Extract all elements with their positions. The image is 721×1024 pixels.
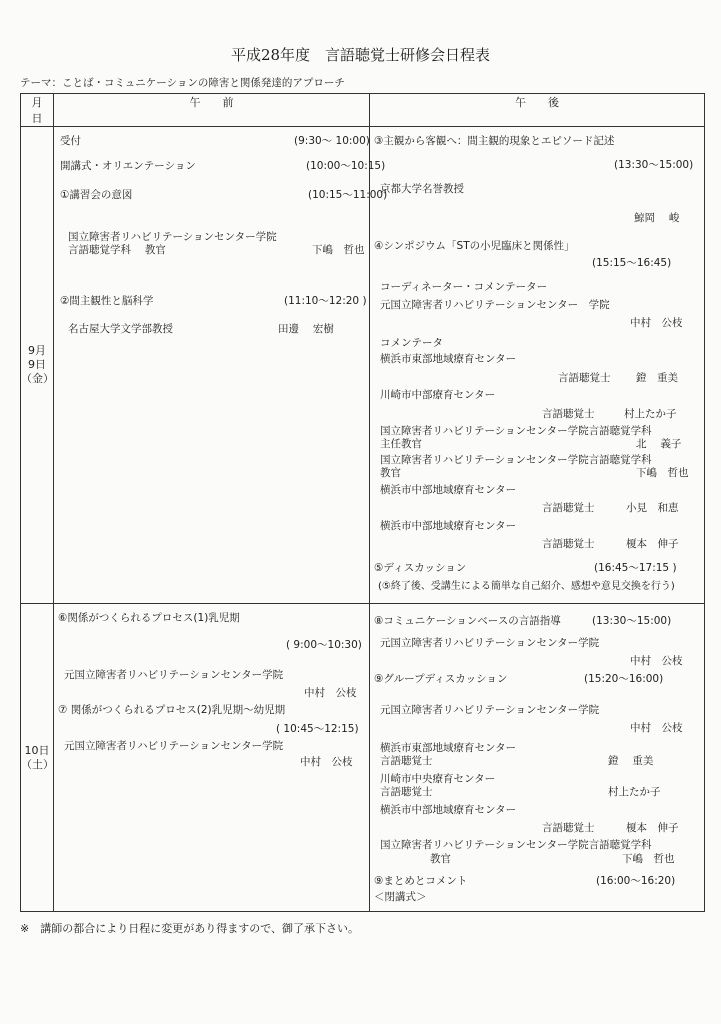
pm-affiliation: 元国立障害者リハビリテーションセンター学院 [380,637,600,649]
header-date: 月 日 [21,94,54,127]
am-affiliation: 国立障害者リハビリテーションセンター学院 [68,231,277,243]
am-session: ①講習会の意図 [60,189,133,201]
day1-row [21,127,705,604]
pm-affiliation: 横浜市中部地域療育センター [380,484,517,496]
date-weekday: （土） [21,757,54,771]
pm-title: 言語聴覚士 [542,822,595,834]
pm-title: 主任教官 [380,438,422,450]
pm-speaker: 鐙 重美 [636,372,678,384]
pm-speaker: 中村 公枝 [630,722,683,734]
pm-session: ⑨グループディスカッション [374,673,508,685]
am-speaker: 田邊 宏樹 [278,323,334,335]
pm-title: 教官 [380,467,401,479]
pm-speaker: 下嶋 哲也 [636,467,689,479]
page-title: 平成28年度 言語聴覚士研修会日程表 [230,46,491,64]
pm-affiliation: 横浜市中部地域療育センター [380,804,517,816]
day2-row [21,604,705,912]
am-item: 開講式・オリエンテーション [60,160,196,172]
pm-affiliation: 横浜市東部地域療育センター [380,742,517,754]
pm-time: (13:30～15:00) [592,615,672,627]
footnote: ※ 講師の都合により日程に変更があり得ますので、御了承下さい。 [20,922,359,935]
pm-speaker: 村上たか子 [624,408,677,420]
pm-affiliation: 横浜市東部地域療育センター [380,353,517,365]
pm-speaker: 中村 公枝 [630,317,683,329]
pm-session: ④シンポジウム「STの小児臨床と関係性」 [374,240,575,252]
pm-time: (13:30～15:00) [614,159,694,171]
date-day: 10日 [24,743,50,757]
pm-time: (15:15～16:45) [592,257,672,269]
pm-speaker: 鐙 重美 [608,755,654,767]
pm-speaker: 鯨岡 峻 [634,212,680,224]
pm-title: 言語聴覚士 [558,372,611,384]
am-time: ( 10:45～12:15) [276,723,359,735]
pm-affiliation: 京都大学名誉教授 [380,183,464,195]
pm-note: (⑤終了後、受講生による簡単な自己紹介、感想や意見交換を行う) [378,581,675,592]
day2-am [54,604,370,912]
pm-speaker: 村上たか子 [608,786,661,798]
am-time: (10:00～10:15) [306,160,386,172]
am-affiliation: 名古屋大学文学部教授 [68,323,173,335]
pm-session: ⑤ディスカッション [374,562,467,574]
pm-time: (16:45～17:15 ) [594,562,677,574]
am-affiliation: 言語聴覚学科 教官 [68,244,166,256]
pm-session: ⑨まとめとコメント [374,875,468,887]
pm-session: ③主観から客観へ：間主観的現象とエピソード記述 [374,135,615,147]
pm-affiliation: 元国立障害者リハビリテーションセンター 学院 [380,299,610,311]
pm-speaker: 北 義子 [636,438,682,450]
am-speaker: 中村 公枝 [304,687,357,699]
am-time: (10:15～11:00) [308,189,388,201]
pm-title: 教官 [430,853,451,865]
day1-pm [370,127,705,604]
theme-line: テーマ：ことば・コミュニケーションの障害と関係発達的アプローチ [20,77,345,89]
schedule-table [20,93,705,912]
pm-affiliation: 元国立障害者リハビリテーションセンター学院 [380,704,600,716]
day2-pm [370,604,705,912]
am-session: ⑦ 関係がつくられるプロセス(2)乳児期～幼児期 [58,704,286,716]
pm-session: ⑧コミュニケーションベースの言語指導 [374,615,561,627]
header-pm: 午 後 [370,94,705,127]
pm-title: 言語聴覚士 [380,786,433,798]
am-speaker: 下嶋 哲也 [312,244,365,256]
pm-time: (16:00～16:20) [596,875,676,887]
am-time: (11:10～12:20 ) [284,295,367,307]
pm-closing: ＜閉講式＞ [374,891,427,903]
pm-affiliation: 横浜市中部地域療育センター [380,520,517,532]
pm-title: 言語聴覚士 [380,755,433,767]
pm-title: 言語聴覚士 [542,408,595,420]
header-row [21,94,705,127]
pm-title: 言語聴覚士 [542,502,595,514]
am-affiliation: 元国立障害者リハビリテーションセンター学院 [64,669,284,681]
day1-date [21,127,54,604]
pm-title: 言語聴覚士 [542,538,595,550]
am-speaker: 中村 公枝 [300,756,353,768]
pm-time: (15:20～16:00) [584,673,664,685]
date-day: 9日 [28,358,46,371]
pm-affiliation: 川崎市中央療育センター [380,773,496,785]
pm-role: コーディネーター・コメンテーター [380,281,548,293]
day2-date [21,604,54,912]
pm-speaker: 中村 公枝 [630,655,683,667]
date-month: 9月 [28,344,46,357]
pm-speaker: 下嶋 哲也 [622,853,675,865]
header-am: 午 前 [54,94,370,127]
pm-speaker: 小見 和恵 [626,502,679,514]
am-session: ②間主観性と脳科学 [60,295,154,307]
date-weekday: （金） [21,372,54,385]
pm-role: コメンテータ [380,337,443,349]
pm-affiliation: 国立障害者リハビリテーションセンター学院言語聴覚学科 [380,454,652,466]
am-time: (9:30～ 10:00) [294,135,370,147]
pm-affiliation: 川崎市中部療育センター [380,389,496,401]
am-affiliation: 元国立障害者リハビリテーションセンター学院 [64,740,284,752]
am-item: 受付 [60,135,81,147]
pm-speaker: 榎本 伸子 [626,538,679,550]
pm-speaker: 榎本 伸子 [626,822,679,834]
pm-affiliation: 国立障害者リハビリテーションセンター学院言語聴覚学科 [380,425,652,437]
am-session: ⑥関係がつくられるプロセス(1)乳児期 [58,612,240,624]
am-time: ( 9:00～10:30) [286,639,362,651]
pm-affiliation: 国立障害者リハビリテーションセンター学院言語聴覚学科 [380,839,652,851]
day1-am [54,127,388,604]
